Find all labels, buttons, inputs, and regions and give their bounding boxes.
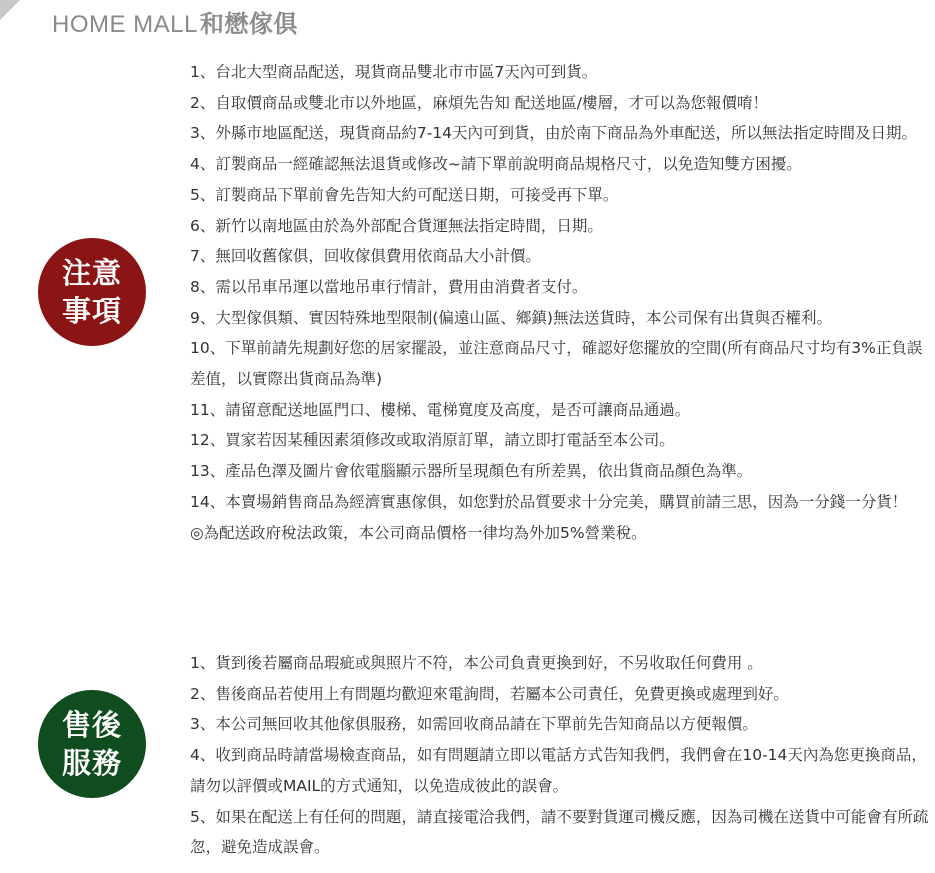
notes-item-2: 2、自取價商品或雙北市以外地區，麻煩先告知 配送地區/樓層，才可以為您報價唷！ bbox=[190, 93, 769, 112]
service-item-2: 2、售後商品若使用上有問題均歡迎來電詢問，若屬本公司責任，免費更換或處理到好。 bbox=[190, 684, 789, 703]
notes-item-8: 8、需以吊車吊運以當地吊車行情計，費用由消費者支付。 bbox=[190, 277, 588, 296]
title-cn: 和懋傢俱 bbox=[199, 10, 298, 38]
notes-item-10: 10、下單前請先規劃好您的居家擺設，並注意商品尺寸，確認好您擺放的空間(所有商品尺寸均有3%正負誤差值，以實際出貨商品為準) bbox=[190, 339, 923, 389]
notes-item-4: 4、訂製商品一經確認無法退貨或修改~請下單前說明商品規格尺寸，以免造知雙方困擾。 bbox=[190, 155, 802, 174]
notes-item-5: 5、訂製商品下單前會先告知大約可配送日期，可接受再下單。 bbox=[190, 185, 619, 204]
notes-badge-line2: 事項 bbox=[61, 294, 122, 328]
service-badge-line2: 服務 bbox=[61, 746, 122, 780]
service-badge-line1: 售後 bbox=[61, 708, 122, 742]
notes-list bbox=[190, 57, 930, 548]
notes-item-6: 6、新竹以南地區由於為外部配合貨運無法指定時間，日期。 bbox=[190, 216, 603, 235]
notes-item-9: 9、大型傢俱類、實因特殊地型限制(偏遠山區、鄉鎮)無法送貨時，本公司保有出貨與否權利。 bbox=[190, 308, 832, 327]
notes-item-1: 1、台北大型商品配送，現貨商品雙北市市區7天內可到貨。 bbox=[190, 63, 598, 81]
title-en: HOME MALL bbox=[52, 11, 198, 38]
service-item-4: 4、收到商品時請當場檢查商品，如有問題請立即以電話方式告知我們，我們會在10-14天內為您更換商品，請勿以評價或MAIL的方式通知，以免造成彼此的誤會。 bbox=[190, 746, 927, 795]
service-badge bbox=[38, 690, 146, 798]
notes-item-13: 13、產品色澤及圖片會依電腦顯示器所呈現顏色有所差異，依出貨商品顏色為準。 bbox=[190, 462, 753, 481]
service-item-1: 1、貨到後若屬商品瑕疵或與照片不符，本公司負責更換到好，不另收取任何費用 。 bbox=[190, 654, 763, 672]
service-item-3: 3、本公司無回收其他傢俱服務，如需回收商品請在下單前先告知商品以方便報價。 bbox=[190, 715, 758, 734]
notes-item-14: 14、本賣場銷售商品為經濟實惠傢俱，如您對於品質要求十分完美，購買前請三思，因為一分錢一分貨！ bbox=[190, 492, 908, 511]
notes-item-11: 11、請留意配送地區門口、樓梯、電梯寬度及高度，是否可讓商品通過。 bbox=[190, 400, 691, 419]
corner-decoration bbox=[0, 0, 20, 20]
service-list bbox=[190, 648, 930, 863]
service-item-5: 5、如果在配送上有任何的問題，請直接電洽我們，請不要對貨運司機反應，因為司機在送貨中可能會有所疏忽，避免造成誤會。 bbox=[190, 807, 929, 857]
notes-item-3: 3、外縣市地區配送，現貨商品約7-14天內可到貨，由於南下商品為外車配送，所以無法指定時間及日期。 bbox=[190, 124, 918, 143]
notes-item-7: 7、無回收舊傢俱，回收傢俱費用依商品大小計價。 bbox=[190, 247, 541, 266]
notes-item-12: 12、買家若因某種因素須修改或取消原訂單，請立即打電話至本公司。 bbox=[190, 431, 675, 450]
notes-badge bbox=[38, 238, 146, 346]
page-title bbox=[52, 4, 298, 39]
notes-badge-line1: 注意 bbox=[61, 256, 122, 290]
tax-note: ◎為配送政府稅法政策，本公司商品價格一律均為外加5%營業稅。 bbox=[190, 523, 647, 542]
